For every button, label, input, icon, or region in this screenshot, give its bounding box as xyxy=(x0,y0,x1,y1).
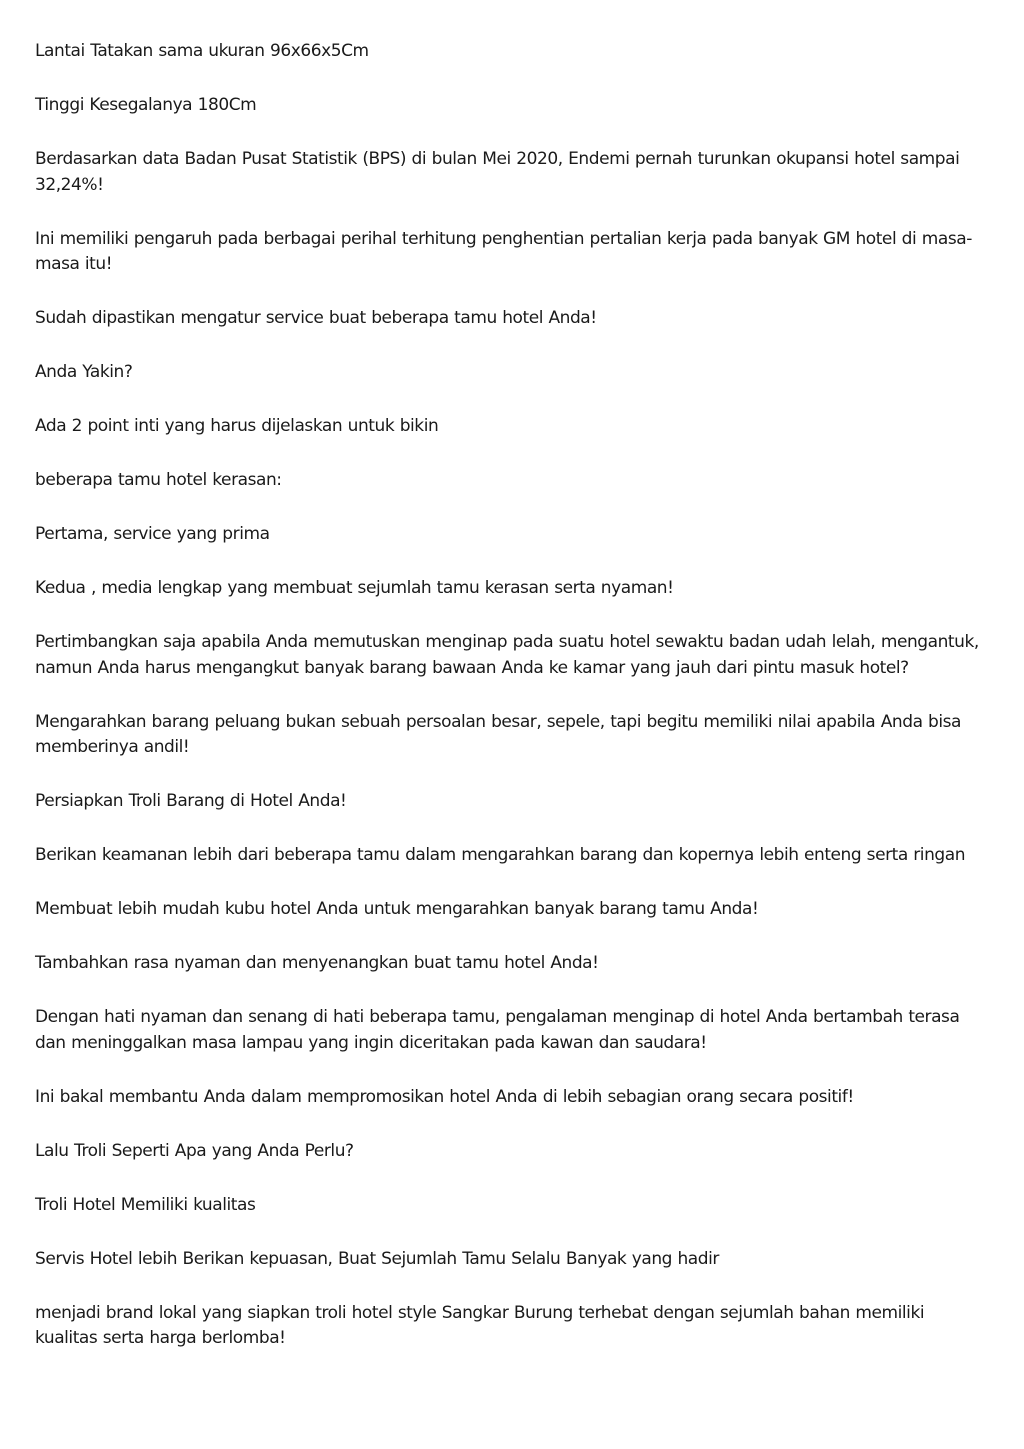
paragraph-14: Berikan keamanan lebih dari beberapa tamu dalam mengarahkan barang dan kopernya lebih enteng serta ringan xyxy=(35,845,966,865)
paragraph-3: Berdasarkan data Badan Pusat Statistik (BPS) di bulan Mei 2020, Endemi pernah turunkan okupansi hotel sampai 32,24%! xyxy=(35,149,960,195)
paragraph-7: Ada 2 point inti yang harus dijelaskan untuk bikin xyxy=(35,416,439,436)
paragraph-1: Lantai Tatakan sama ukuran 96x66x5Cm xyxy=(35,41,369,61)
paragraph-13: Persiapkan Troli Barang di Hotel Anda! xyxy=(35,791,347,811)
paragraph-18: Ini bakal membantu Anda dalam mempromosikan hotel Anda di lebih sebagian orang secara positif! xyxy=(35,1086,854,1107)
paragraph-19: Lalu Troli Seperti Apa yang Anda Perlu? xyxy=(35,1140,354,1161)
paragraph-22: menjadi brand lokal yang siapkan troli hotel style Sangkar Burung terhebat dengan sejumlah bahan memiliki kualitas serta harga berlomba! xyxy=(35,1302,925,1348)
paragraph-16: Tambahkan rasa nyaman dan menyenangkan buat tamu hotel Anda! xyxy=(35,953,599,973)
paragraph-12: Mengarahkan barang peluang bukan sebuah persoalan besar, sepele, tapi begitu memiliki nilai apabila Anda bisa memberinya andil! xyxy=(35,711,961,757)
paragraph-10: Kedua , media lengkap yang membuat sejumlah tamu kerasan serta nyaman! xyxy=(35,578,674,598)
paragraph-5: Sudah dipastikan mengatur service buat beberapa tamu hotel Anda! xyxy=(35,308,597,328)
paragraph-21: Servis Hotel lebih Berikan kepuasan, Buat Sejumlah Tamu Selalu Banyak yang hadir xyxy=(35,1248,719,1269)
paragraph-2: Tinggi Kesegalanya 180Cm xyxy=(35,95,257,115)
paragraph-20: Troli Hotel Memiliki kualitas xyxy=(35,1194,256,1215)
paragraph-11: Pertimbangkan saja apabila Anda memutuskan menginap pada suatu hotel sewaktu badan udah lelah, mengantuk, namun Anda harus mengangkut banyak barang bawaan Anda ke kamar yang jauh dari pintu masuk hotel? xyxy=(35,632,979,678)
paragraph-9: Pertama, service yang prima xyxy=(35,524,270,544)
paragraph-17: Dengan hati nyaman dan senang di hati beberapa tamu, pengalaman menginap di hotel Anda bertambah terasa dan meninggalkan masa lampau yang ingin diceritakan pada kawan dan saudara! xyxy=(35,1007,960,1053)
paragraph-8: beberapa tamu hotel kerasan: xyxy=(35,470,282,490)
paragraph-4: Ini memiliki pengaruh pada berbagai perihal terhitung penghentian pertalian kerja pada banyak GM hotel di masa-masa itu! xyxy=(35,228,972,274)
paragraph-6: Anda Yakin? xyxy=(35,362,133,382)
document-body xyxy=(35,39,985,1380)
paragraph-15: Membuat lebih mudah kubu hotel Anda untuk mengarahkan banyak barang tamu Anda! xyxy=(35,899,759,919)
